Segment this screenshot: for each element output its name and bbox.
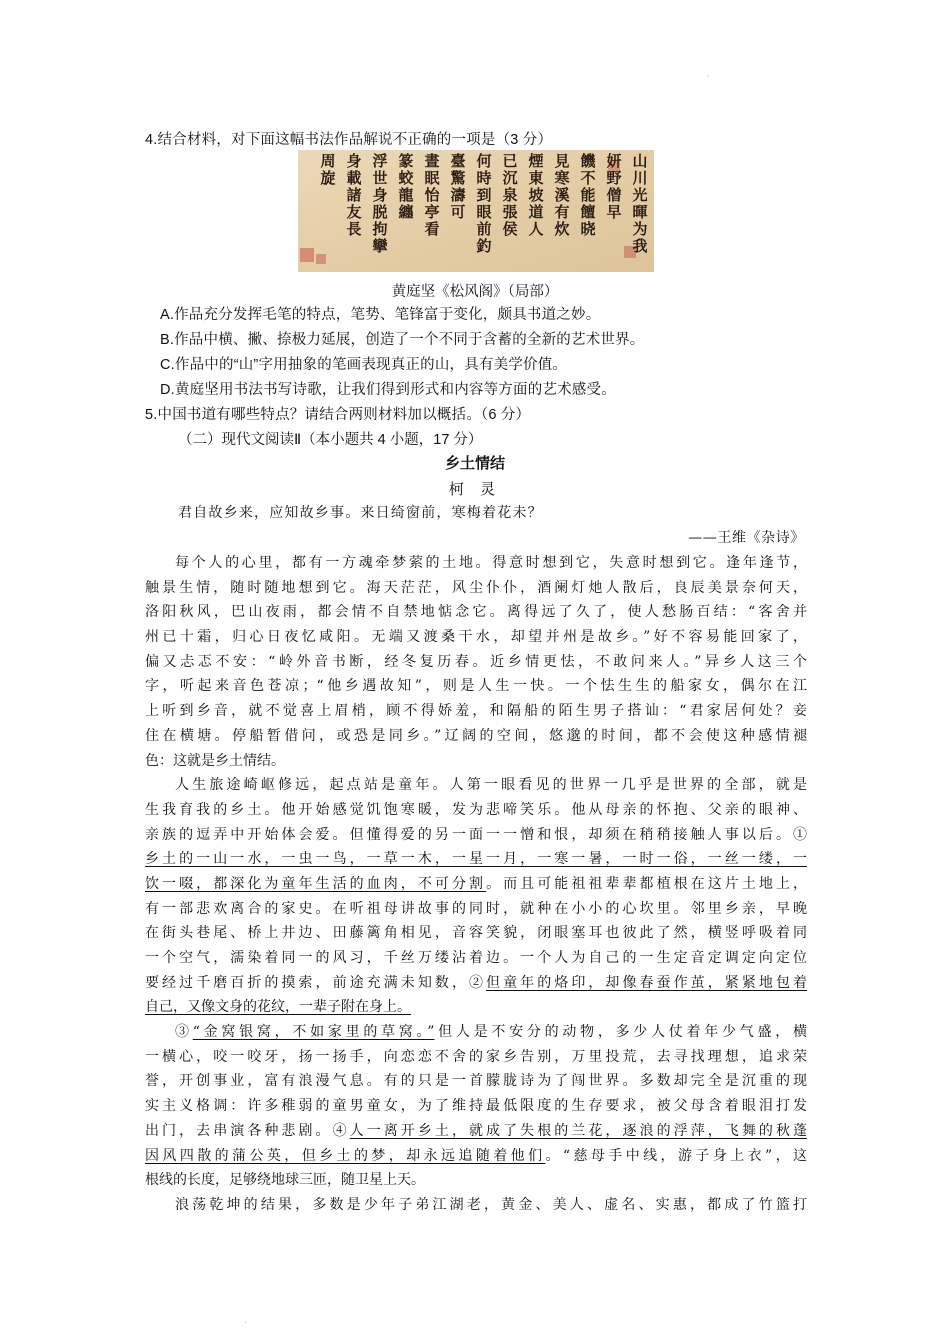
calligraphy-glyph: 眠 <box>424 169 440 187</box>
underlined-sentence-4-end: 因风四散的蒲公英，但乡土的梦，却永远追随着他们 <box>145 1147 546 1164</box>
calligraphy-image <box>298 150 654 272</box>
body-line: 实主义格调：许多稚弱的童男童女，为了维持最低限度的生存要求，被父母含着眼泪打发 <box>145 1098 807 1115</box>
calligraphy-glyph: 山 <box>632 152 648 170</box>
article-body <box>145 551 807 1218</box>
body-line: 字，听起来音色苍凉；“他乡遇故知”，则是人生一快。一个怯生生的船家女，偶尔在江 <box>145 678 807 695</box>
body-line: 要经过千磨百折的摸索，前途充满未知数，②但童年的烙印，却像春蚕作茧，紧紧地包着 <box>145 974 807 991</box>
calligraphy-glyph: 为 <box>632 220 648 238</box>
body-line: 洛阳秋风，巴山夜雨，都会情不自禁地惦念它。离得远了久了，使人愁肠百结：“客舍并 <box>145 604 807 621</box>
calligraphy-glyph: 暉 <box>632 203 648 221</box>
option-d: D.黄庭坚用书法书写诗歌，让我们得到形式和内容等方面的艺术感受。 <box>160 382 616 398</box>
calligraphy-glyph: 何 <box>476 152 492 170</box>
calligraphy-glyph: 饑 <box>580 152 596 170</box>
calligraphy-glyph: 早 <box>606 203 622 221</box>
calligraphy-glyph: 不 <box>580 169 596 187</box>
calligraphy-glyph: 脱 <box>372 203 388 221</box>
calligraphy-glyph: 載 <box>346 169 362 187</box>
body-line: 上听到乡音，就不觉喜上眉梢，顾不得娇羞，和隔船的陌生男子搭讪：“君家居何处？妾 <box>145 703 807 720</box>
body-line: 州已十霜，归心日夜忆咸阳。无端又渡桑干水，却望并州是故乡。”好不容易能回家了， <box>145 629 807 646</box>
body-line: 每个人的心里，都有一方魂牵梦萦的土地。得意时想到它，失意时想到它。逢年逢节， <box>175 555 807 571</box>
body-line: 誉，开创事业，富有浪漫气息。有的只是一首朦胧诗为了闯世界。多数却完全是沉重的现 <box>145 1073 807 1090</box>
calligraphy-artwork <box>298 150 654 272</box>
body-line: 人生旅途崎岖修远，起点站是童年。人第一眼看见的世界一几乎是世界的全部，就是 <box>175 777 807 794</box>
calligraphy-glyph: 寒 <box>554 169 570 187</box>
calligraphy-glyph: 看 <box>424 220 440 238</box>
calligraphy-glyph: 川 <box>632 169 648 187</box>
body-line: 一个空气，濡染着同一的风习，千丝万缕沾着边。一个人为自己的一生定音定调定向定位 <box>145 950 807 966</box>
calligraphy-glyph: 張 <box>502 203 518 221</box>
calligraphy-glyph: 野 <box>606 169 622 187</box>
calligraphy-glyph: 攣 <box>372 237 388 255</box>
underlined-sentence-1-end: 饮一啜，都深化为童年生活的血肉，不可分割 <box>145 875 487 892</box>
option-c: C.作品中的“山”字用抽象的笔画表现真正的山，具有美学价值。 <box>160 357 568 373</box>
calligraphy-glyph: 能 <box>580 186 596 204</box>
calligraphy-glyph: 我 <box>632 237 648 255</box>
calligraphy-glyph: 前 <box>476 220 492 238</box>
page-mark: · <box>244 1318 248 1329</box>
article-title: 乡土情结 <box>444 455 505 472</box>
calligraphy-caption: 黄庭坚《松风阁》（局部） <box>391 284 559 300</box>
calligraphy-glyph: 饘 <box>580 203 596 221</box>
calligraphy-glyph: 身 <box>372 186 388 204</box>
body-line: 一横心，咬一咬牙，扬一扬手，向恋恋不舍的家乡告别，万里投荒，去寻找理想，追求荣 <box>145 1048 807 1065</box>
body-line: 偏又忐忑不安：“岭外音书断，经冬复历春。近乡情更怯，不敢问来人。”异乡人这三个 <box>145 653 807 670</box>
section-heading: （二）现代文阅读Ⅱ（本小题共 4 小题，17 分） <box>178 432 483 448</box>
page-mark: · <box>706 72 710 83</box>
body-line: ③“金窝银窝，不如家里的草窝。”但人是不安分的动物，多少人仗着年少气盛，横 <box>175 1024 807 1041</box>
option-b: B.作品中横、撇、捺极力延展，创造了一个不同于含蓄的全新的艺术世界。 <box>160 332 645 348</box>
epigraph-source: ——王维《杂诗》 <box>688 530 805 546</box>
calligraphy-glyph: 妍 <box>606 152 622 170</box>
underlined-sentence-2: 但童年的烙印，却像春蚕作茧，紧紧地包着 <box>486 974 807 991</box>
body-line: 住在横塘。停船暂借问，或恐是同乡。”辽阔的空间，悠邈的时间，都不会使这种感情褪 <box>145 727 807 744</box>
calligraphy-glyph: 僧 <box>606 186 622 204</box>
calligraphy-glyph: 篆 <box>398 152 414 170</box>
calligraphy-glyph: 有 <box>554 203 570 221</box>
question-5-stem: 5.中国书道有哪些特点？请结合两则材料加以概括。（6 分） <box>145 407 531 423</box>
calligraphy-glyph: 晓 <box>580 220 596 238</box>
calligraphy-glyph: 人 <box>528 220 544 238</box>
body-line: 触景生情，随时随地想到它。海天茫茫，风尘仆仆，酒阑灯灺人散后，良辰美景奈何天， <box>145 579 807 596</box>
calligraphy-glyph: 拘 <box>372 220 388 238</box>
option-a: A.作品充分发挥毛笔的特点，笔势、笔锋富于变化，颇具书道之妙。 <box>160 307 601 323</box>
calligraphy-glyph: 龍 <box>398 186 414 204</box>
calligraphy-glyph: 友 <box>346 203 362 221</box>
body-line: 生我育我的乡土。他开始感觉饥饱寒暖，发为悲啼笑乐。他从母亲的怀抱、父亲的眼神、 <box>145 801 807 818</box>
calligraphy-glyph: 溪 <box>554 186 570 204</box>
calligraphy-glyph: 周 <box>320 152 336 170</box>
article-author: 柯 灵 <box>448 481 502 498</box>
calligraphy-glyph: 泉 <box>502 186 518 204</box>
calligraphy-glyph: 沉 <box>502 169 518 187</box>
calligraphy-glyph: 旋 <box>320 169 336 187</box>
body-line: 因风四散的蒲公英，但乡土的梦，却永远追随着他们。“慈母手中线，游子身上衣”，这 <box>145 1147 807 1164</box>
calligraphy-glyph: 煙 <box>528 152 544 170</box>
calligraphy-glyph: 驚 <box>450 169 466 187</box>
calligraphy-glyph: 坡 <box>528 186 544 204</box>
body-line: 浪荡乾坤的结果，多数是少年子弟江湖老，黄金、美人、虚名、实惠，都成了竹篮打 <box>175 1196 807 1213</box>
calligraphy-glyph: 長 <box>346 220 362 238</box>
calligraphy-glyph: 見 <box>554 152 570 170</box>
calligraphy-glyph: 眼 <box>476 203 492 221</box>
calligraphy-glyph: 纏 <box>398 203 414 221</box>
calligraphy-glyph: 蛟 <box>398 169 414 187</box>
calligraphy-glyph: 炊 <box>554 220 570 238</box>
body-line: 在街头巷尾、桥上井边、田藤篱角相见，音容笑貌，闭眼塞耳也彼此了然，横竖呼吸着同 <box>145 925 807 942</box>
calligraphy-glyph: 怡 <box>424 186 440 204</box>
calligraphy-glyph: 可 <box>450 203 466 221</box>
calligraphy-glyph: 身 <box>346 152 362 170</box>
underlined-sentence-1: 乡土的一山一水，一虫一鸟，一草一木，一星一月，一寒一暑，一时一俗，一丝一缕，一 <box>145 851 807 868</box>
underlined-sentence-3: “金窝银窝，不如家里的草窝。” <box>192 1024 435 1041</box>
calligraphy-glyph: 光 <box>632 186 648 204</box>
calligraphy-glyph: 亭 <box>424 203 440 221</box>
body-line: 亲族的逗弄中开始体会爱。但懂得爱的另一面一一憎和恨，却须在稍稍接触人事以后。① <box>145 826 807 843</box>
calligraphy-glyph: 道 <box>528 203 544 221</box>
underlined-sentence-4: 人一离开乡土，就成了失根的兰花，逐浪的浮萍，飞舞的秋蓬 <box>349 1122 807 1139</box>
calligraphy-glyph: 到 <box>476 186 492 204</box>
calligraphy-glyph: 世 <box>372 169 388 187</box>
body-line: 出门，去串演各种悲剧。④人一离开乡土，就成了失根的兰花，逐浪的浮萍，飞舞的秋蓬 <box>145 1122 807 1139</box>
underlined-sentence-2-end: 自己，又像文身的花纹，一辈子附在身上。 <box>145 999 411 1016</box>
calligraphy-glyph: 釣 <box>476 237 492 255</box>
body-line: 有一部悲欢离合的家史。在听祖母讲故事的同时，就种在小小的心坎里。邻里乡亲，早晚 <box>145 900 807 917</box>
calligraphy-glyph: 侯 <box>502 220 518 238</box>
calligraphy-glyph: 浮 <box>372 152 388 170</box>
calligraphy-glyph: 東 <box>528 169 544 187</box>
calligraphy-glyph: 時 <box>476 169 492 187</box>
body-line: 根线的长度，足够绕地球三匝，随卫星上天。 <box>145 1172 425 1189</box>
calligraphy-glyph: 臺 <box>450 152 466 170</box>
question-4-stem: 4.结合材料，对下面这幅书法作品解说不正确的一项是（3 分） <box>145 132 553 148</box>
calligraphy-glyph: 濤 <box>450 186 466 204</box>
calligraphy-glyph: 諸 <box>346 186 362 204</box>
epigraph: 君自故乡来，应知故乡事。来日绮窗前，寒梅着花未？ <box>178 505 543 521</box>
body-line: 色：这就是乡土情结。 <box>145 752 285 769</box>
body-line: 饮一啜，都深化为童年生活的血肉，不可分割。而且可能祖祖辈辈都植根在这片土地上， <box>145 875 807 892</box>
calligraphy-glyph: 晝 <box>424 152 440 170</box>
calligraphy-glyph: 已 <box>502 152 518 170</box>
